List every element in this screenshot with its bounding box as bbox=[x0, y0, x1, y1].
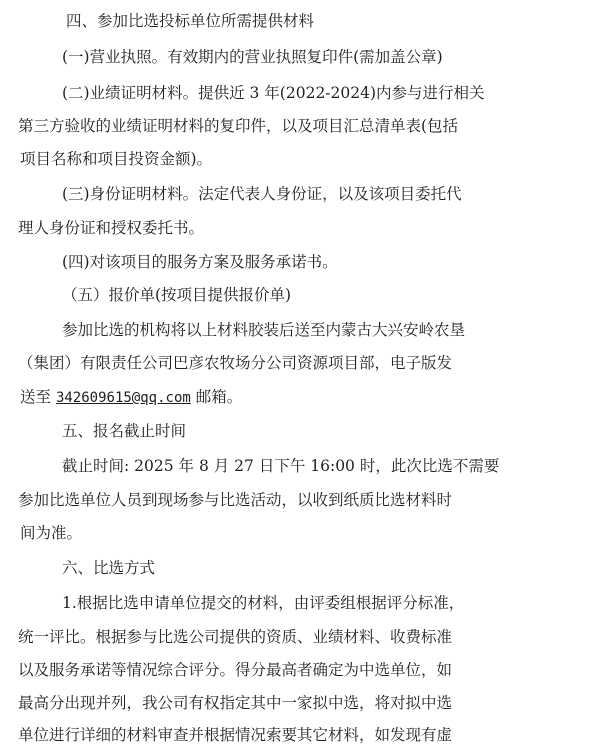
submit-suffix-text: 邮箱。 bbox=[190, 388, 243, 406]
submit-prefix-text: 送至 bbox=[20, 388, 56, 406]
section-5-line-2: 参加比选单位人员到现场参与比选活动，以收到纸质比选材料时 bbox=[18, 491, 453, 509]
section-4-submit-line-2: （集团）有限责任公司巴彦农牧场分公司资源项目部，电子版发 bbox=[18, 354, 453, 372]
section-4-item-3-line-1: (三)身份证明材料。法定代表人身份证，以及该项目委托代 bbox=[62, 185, 462, 203]
section-6-line-1: 1.根据比选申请单位提交的材料，由评委组根据评分标准， bbox=[62, 594, 465, 612]
section-4-item-2-line-3: 项目名称和项目投资金额)。 bbox=[20, 150, 213, 168]
section-4-item-5: （五）报价单(按项目提供报价单) bbox=[62, 286, 292, 304]
section-6-line-5: 单位进行详细的材料审查并根据情况索要其它材料，如发现有虚 bbox=[18, 726, 453, 744]
section-4-submit-line-1: 参加比选的机构将以上材料胶装后送至内蒙古大兴安岭农垦 bbox=[62, 321, 466, 339]
section-6-line-2: 统一评比。根据参与比选公司提供的资质、业绩材料、收费标准 bbox=[18, 628, 453, 646]
section-4-heading: 四、参加比选投标单位所需提供材料 bbox=[66, 12, 315, 30]
section-4-submit-line-3 bbox=[20, 386, 555, 408]
section-5-line-1: 截止时间: 2025 年 8 月 27 日下午 16:00 时，此次比选不需要 bbox=[62, 457, 500, 475]
section-4-item-2-line-1: (二)业绩证明材料。提供近 3 年(2022-2024)内参与进行相关 bbox=[62, 84, 485, 102]
email-link[interactable]: 342609615@qq.com bbox=[55, 390, 191, 406]
section-4-item-3-line-2: 理人身份证和授权委托书。 bbox=[18, 219, 205, 237]
section-4-item-1: (一)营业执照。有效期内的营业执照复印件(需加盖公章) bbox=[62, 48, 443, 66]
section-5-heading: 五、报名截止时间 bbox=[62, 422, 187, 440]
section-6-heading: 六、比选方式 bbox=[62, 559, 156, 577]
section-6-line-4: 最高分出现并列，我公司有权指定其中一家拟中选，将对拟中选 bbox=[18, 694, 453, 712]
section-6-line-3: 以及服务承诺等情况综合评分。得分最高者确定为中选单位，如 bbox=[18, 661, 453, 679]
section-4-item-2-line-2: 第三方验收的业绩证明材料的复印件，以及项目汇总清单表(包括 bbox=[18, 117, 459, 135]
section-4-item-4: (四)对该项目的服务方案及服务承诺书。 bbox=[62, 253, 338, 271]
section-5-line-3: 间为准。 bbox=[20, 524, 83, 542]
